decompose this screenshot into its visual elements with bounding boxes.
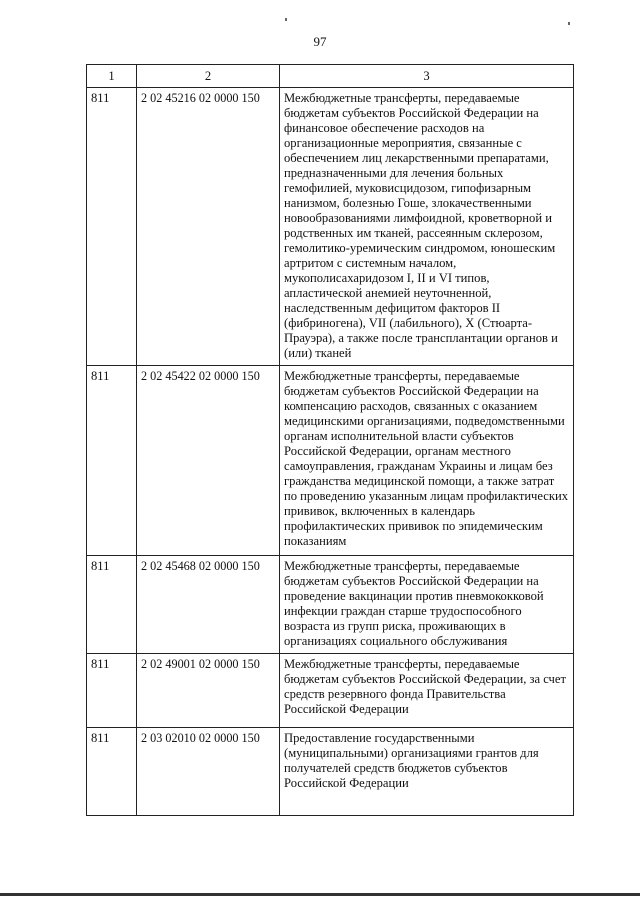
budget-classification-table (86, 64, 574, 816)
table-row (87, 366, 574, 556)
admin-code-cell: 811 (87, 556, 137, 654)
page-number: 97 (313, 34, 327, 49)
scan-bottom-edge (0, 893, 640, 896)
budget-code-cell: 2 02 45422 02 0000 150 (137, 366, 280, 556)
description-cell: Межбюджетные трансферты, передаваемые бюджетам субъектов Российской Федерации на компенсацию расходов, связанных с оказанием медицинскими организациями, подведомственными органам исполнительной власти субъектов Российской Федерации, органам местного самоуправления, гражданам Украины и лицам без гражданства медицинской помощи, а также затрат по проведению указанным лицам профилактических прививок, включенных в календарь профилактических прививок по эпидемическим показаниям (280, 366, 574, 556)
admin-code-cell: 811 (87, 728, 137, 816)
table-row (87, 556, 574, 654)
table-row (87, 654, 574, 728)
scan-speck (285, 18, 287, 21)
admin-code-cell: 811 (87, 88, 137, 366)
admin-code-cell: 811 (87, 654, 137, 728)
column-header-1: 1 (87, 65, 137, 88)
table-row (87, 728, 574, 816)
budget-code-cell: 2 03 02010 02 0000 150 (137, 728, 280, 816)
table-header-row (87, 65, 574, 88)
budget-code-cell: 2 02 45468 02 0000 150 (137, 556, 280, 654)
description-cell: Межбюджетные трансферты, передаваемые бюджетам субъектов Российской Федерации, за счет средств резервного фонда Правительства Российской Федерации (280, 654, 574, 728)
description-cell: Предоставление государственными (муниципальными) организациями грантов для получателей средств бюджетов субъектов Российской Федерации (280, 728, 574, 816)
scan-speck (568, 22, 570, 25)
table-row (87, 88, 574, 366)
description-cell: Межбюджетные трансферты, передаваемые бюджетам субъектов Российской Федерации на финансовое обеспечение расходов на организационные мероприятия, связанные с обеспечением лиц лекарственными препаратами, предназначенными для лечения больных гемофилией, муковисцидозом, гипофизарным нанизмом, болезнью Гоше, злокачественными новообразованиями лимфоидной, кроветворной и родственных им тканей, рассеянным склерозом, гемолитико-уремическим синдромом, юношеским артритом с системным началом, мукополисахаридозом I, II и VI типов, апластической анемией неуточненной, наследственным дефицитом факторов II (фибриногена), VII (лабильного), X (Стюарта-Прауэра), а также после трансплантации органов и (или) тканей (280, 88, 574, 366)
description-cell: Межбюджетные трансферты, передаваемые бюджетам субъектов Российской Федерации на проведение вакцинации против пневмококковой инфекции граждан старше трудоспособного возраста из групп риска, проживающих в организациях социального обслуживания (280, 556, 574, 654)
admin-code-cell: 811 (87, 366, 137, 556)
budget-code-cell: 2 02 49001 02 0000 150 (137, 654, 280, 728)
column-header-2: 2 (137, 65, 280, 88)
budget-code-cell: 2 02 45216 02 0000 150 (137, 88, 280, 366)
column-header-3: 3 (280, 65, 574, 88)
